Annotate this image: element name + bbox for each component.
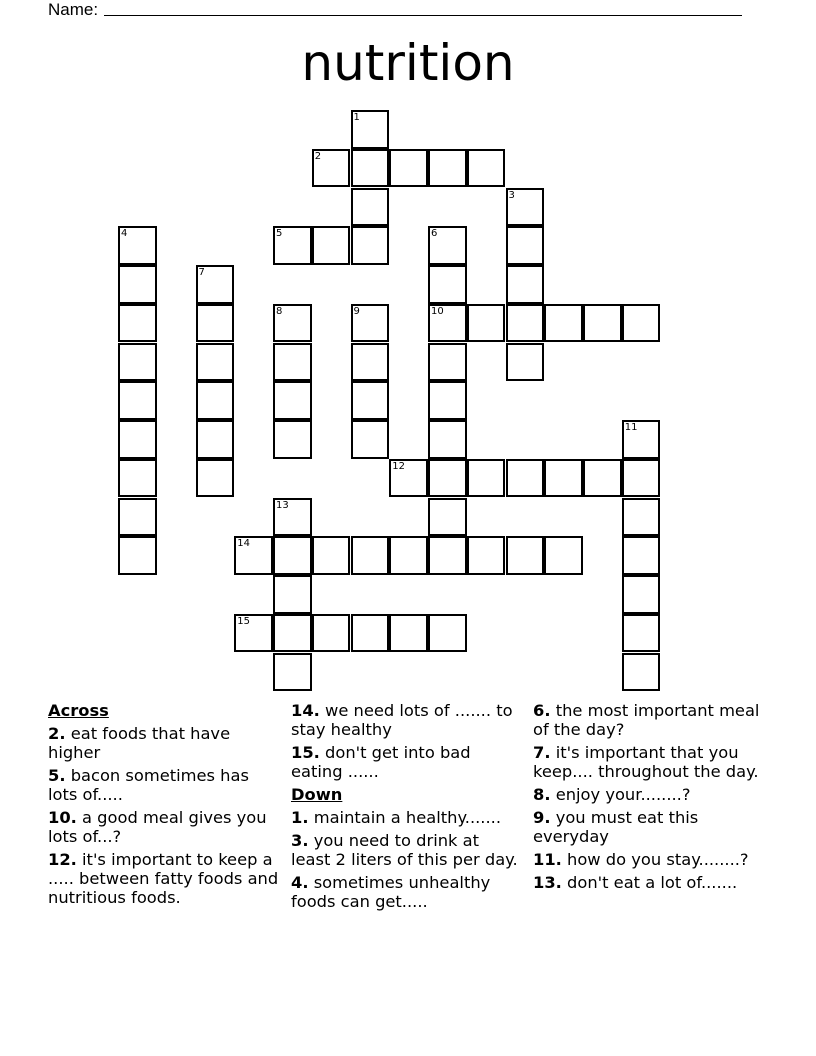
cell-number: 9 [353,305,360,317]
grid-cell[interactable] [312,536,351,575]
cell-number: 11 [624,422,638,433]
grid-cell[interactable] [196,304,235,343]
grid-cell[interactable] [428,304,467,343]
grid-cell[interactable] [351,343,390,382]
grid-cell[interactable] [196,343,235,382]
grid-cell[interactable] [622,614,661,653]
grid-cell[interactable] [544,459,583,498]
clue-down-6 [533,701,765,739]
grid-cell[interactable] [312,614,351,653]
grid-cell[interactable] [583,459,622,498]
grid-cell[interactable] [312,149,351,188]
cell-number: 4 [121,228,128,240]
clue-text: it's important that you keep.... throughout the day. [533,743,759,781]
grid-cell[interactable] [622,575,661,614]
grid-cell[interactable] [428,614,467,653]
grid-cell[interactable] [118,226,157,265]
clue-down-1 [291,808,523,827]
grid-cell[interactable] [196,420,235,459]
clue-across-10 [48,808,280,846]
grid-cell[interactable] [428,536,467,575]
grid-cell[interactable] [622,653,661,692]
clue-down-3 [291,831,523,869]
clue-text: maintain a healthy....... [313,808,501,827]
grid-cell[interactable] [467,536,506,575]
cell-number: 8 [276,305,283,317]
grid-cell[interactable] [506,343,545,382]
grid-cell[interactable] [234,536,273,575]
clue-number: 12. [48,850,77,869]
grid-cell[interactable] [273,304,312,343]
grid-cell[interactable] [351,614,390,653]
grid-cell[interactable] [118,498,157,537]
clue-number: 13. [533,873,562,892]
grid-cell[interactable] [351,110,390,149]
grid-cell[interactable] [428,149,467,188]
grid-cell[interactable] [118,343,157,382]
cell-number: 14 [237,538,250,550]
grid-cell[interactable] [118,459,157,498]
grid-cell[interactable] [351,381,390,420]
clue-text: a good meal gives you lots of...? [48,808,267,846]
grid-cell[interactable] [118,304,157,343]
grid-cell[interactable] [506,536,545,575]
grid-cell[interactable] [428,343,467,382]
grid-cell[interactable] [196,381,235,420]
grid-cell[interactable] [273,653,312,692]
grid-cell[interactable] [467,459,506,498]
clue-down-7 [533,743,765,781]
clue-text: eat foods that have higher [48,724,231,762]
clue-number: 5. [48,766,66,785]
grid-cell[interactable] [118,381,157,420]
grid-cell[interactable] [118,420,157,459]
grid-cell[interactable] [273,575,312,614]
grid-cell[interactable] [544,304,583,343]
cell-number: 15 [237,615,250,627]
grid-cell[interactable] [273,536,312,575]
grid-cell[interactable] [506,304,545,343]
grid-cell[interactable] [389,459,428,498]
grid-cell[interactable] [118,536,157,575]
grid-cell[interactable] [506,226,545,265]
grid-cell[interactable] [428,226,467,265]
clue-number: 10. [48,808,77,827]
clue-number: 3. [291,831,309,850]
clue-number: 4. [291,873,309,892]
clue-text: you must eat this everyday [533,808,699,846]
grid-cell[interactable] [428,420,467,459]
clue-text: we need lots of ....... to stay healthy [291,701,513,739]
grid-cell[interactable] [351,420,390,459]
grid-cell[interactable] [234,614,273,653]
cell-number: 5 [276,228,283,240]
grid-cell[interactable] [622,536,661,575]
clue-text: sometimes unhealthy foods can get..... [291,873,491,911]
clue-across-12 [48,850,280,907]
grid-cell[interactable] [389,536,428,575]
grid-cell[interactable] [428,381,467,420]
clue-number: 11. [533,850,562,869]
cell-number: 12 [392,460,405,472]
clue-down-13 [533,873,765,892]
cell-number: 1 [353,112,360,123]
cell-number: 2 [314,150,322,162]
grid-cell[interactable] [351,188,390,227]
clue-number: 9. [533,808,551,827]
grid-cell[interactable] [506,459,545,498]
grid-cell[interactable] [467,149,506,188]
name-label: Name: [48,0,99,19]
grid-cell[interactable] [506,188,545,227]
clue-across-15 [291,743,523,781]
grid-cell[interactable] [389,614,428,653]
grid-cell[interactable] [118,265,157,304]
down-heading: Down [291,785,343,804]
grid-cell[interactable] [196,265,235,304]
grid-cell[interactable] [428,498,467,537]
grid-cell[interactable] [273,381,312,420]
grid-cell[interactable] [196,459,235,498]
grid-cell[interactable] [506,265,545,304]
clue-text: you need to drink at least 2 liters of this per day. [291,831,518,869]
across-heading: Across [48,701,109,720]
grid-cell[interactable] [351,536,390,575]
clue-across-5 [48,766,280,804]
grid-cell[interactable] [273,614,312,653]
clue-down-8 [533,785,765,804]
clue-down-11 [533,850,765,869]
cell-number: 10 [431,305,444,317]
clue-text: how do you stay........? [567,850,749,869]
grid-cell[interactable] [622,459,661,498]
grid-cell[interactable] [273,420,312,459]
clue-column-1 [48,701,280,911]
clue-text: enjoy your........? [555,785,691,804]
clue-across-2 [48,724,280,762]
grid-cell[interactable] [273,226,312,265]
clue-number: 6. [533,701,551,720]
clue-text: the most important meal of the day? [533,701,760,739]
clue-number: 14. [291,701,320,720]
cell-number: 3 [508,189,515,201]
grid-cell[interactable] [622,498,661,537]
clue-text: bacon sometimes has lots of..... [48,766,249,804]
puzzle-title: nutrition [301,34,515,92]
grid-cell[interactable] [273,498,312,537]
clue-text: don't get into bad eating ...... [291,743,471,781]
cell-number: 6 [431,228,438,240]
grid-cell[interactable] [312,226,351,265]
grid-cell[interactable] [622,420,661,459]
grid-cell[interactable] [622,304,661,343]
grid-cell[interactable] [351,304,390,343]
grid-cell[interactable] [428,265,467,304]
clue-down-9 [533,808,765,846]
cell-number: 13 [276,499,289,511]
clue-column-2 [291,701,523,915]
clue-number: 1. [291,808,309,827]
grid-cell[interactable] [351,149,390,188]
clue-number: 15. [291,743,320,762]
grid-cell[interactable] [544,536,583,575]
clue-down-4 [291,873,523,911]
grid-cell[interactable] [389,149,428,188]
clue-text: don't eat a lot of....... [567,873,738,892]
clue-number: 2. [48,724,66,743]
clue-number: 8. [533,785,551,804]
grid-cell[interactable] [428,459,467,498]
clue-number: 7. [533,743,551,762]
clue-text: it's important to keep a ..... between fatty foods and nutritious foods. [48,850,279,907]
grid-cell[interactable] [467,304,506,343]
grid-cell[interactable] [351,226,390,265]
grid-cell[interactable] [273,343,312,382]
grid-cell[interactable] [583,304,622,343]
clue-column-3 [533,701,765,896]
clue-across-14 [291,701,523,739]
cell-number: 7 [198,267,205,278]
